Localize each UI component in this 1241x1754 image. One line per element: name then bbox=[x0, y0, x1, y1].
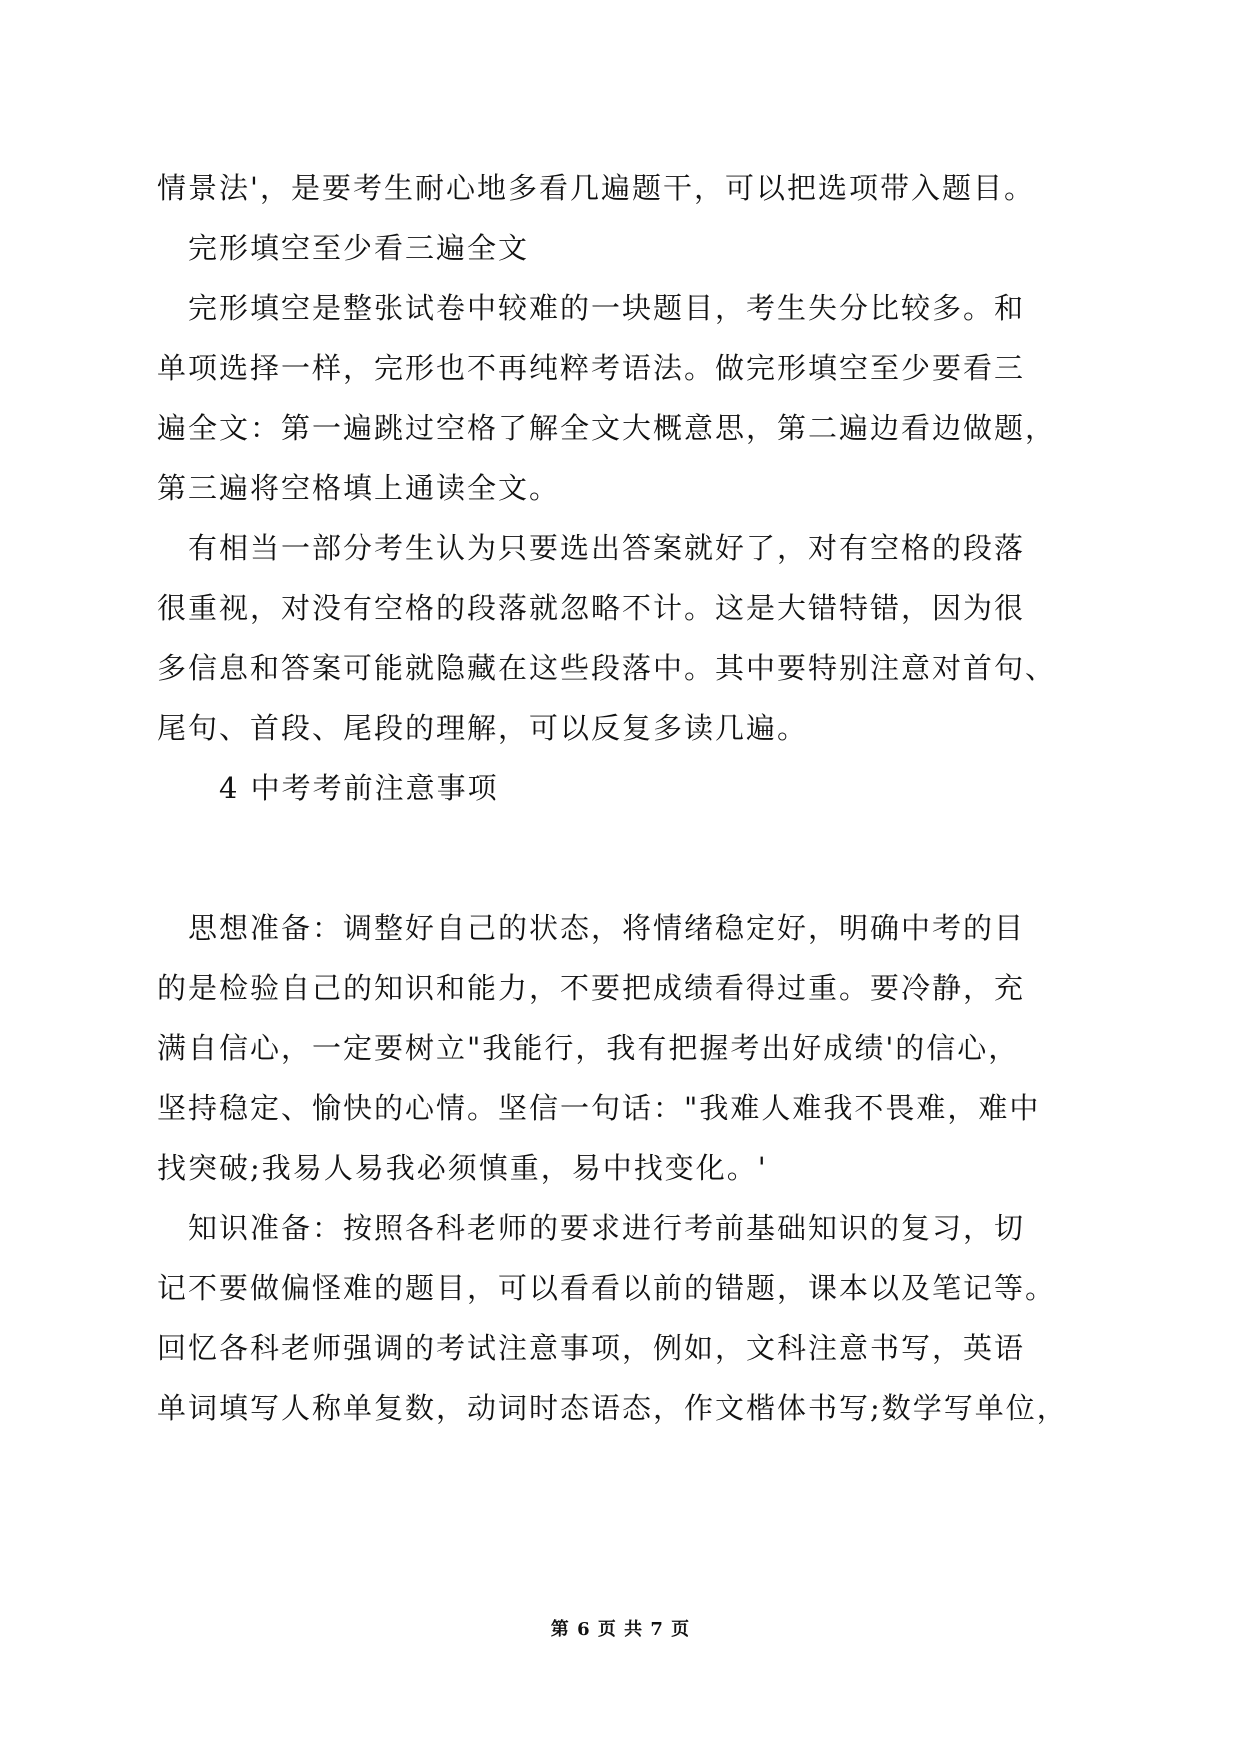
text-line-20: 单词填写人称单复数，动词时态语态，作文楷体书写;数学写单位， bbox=[157, 1391, 1068, 1425]
text-line-1: 情景法'，是要考生耐心地多看几遍题干，可以把选项带入题目。 bbox=[157, 171, 1035, 205]
text-line-4: 单项选择一样，完形也不再纯粹考语法。做完形填空至少要看三 bbox=[157, 351, 1026, 385]
text-line-17: 知识准备：按照各科老师的要求进行考前基础知识的复习，切 bbox=[188, 1211, 1026, 1245]
text-line-18: 记不要做偏怪难的题目，可以看看以前的错题，课本以及笔记等。 bbox=[157, 1271, 1057, 1305]
text-line-12: 思想准备：调整好自己的状态，将情绪稳定好，明确中考的目 bbox=[188, 911, 1026, 945]
text-line-13: 的是检验自己的知识和能力，不要把成绩看得过重。要冷静，充 bbox=[157, 971, 1026, 1005]
section-heading-cloze: 完形填空至少看三遍全文 bbox=[188, 231, 530, 265]
text-line-9: 多信息和答案可能就隐藏在这些段落中。其中要特别注意对首句、 bbox=[157, 651, 1057, 685]
text-line-6: 第三遍将空格填上通读全文。 bbox=[157, 471, 561, 505]
text-line-5: 遍全文：第一遍跳过空格了解全文大概意思，第二遍边看边做题， bbox=[157, 411, 1057, 445]
text-line-8: 很重视，对没有空格的段落就忽略不计。这是大错特错，因为很 bbox=[157, 591, 1026, 625]
text-line-3: 完形填空是整张试卷中较难的一块题目，考生失分比较多。和 bbox=[188, 291, 1026, 325]
text-line-7: 有相当一部分考生认为只要选出答案就好了，对有空格的段落 bbox=[188, 531, 1026, 565]
section-heading-exam-notes: 4 中考考前注意事项 bbox=[219, 771, 499, 805]
text-line-10: 尾句、首段、尾段的理解，可以反复多读几遍。 bbox=[157, 711, 809, 745]
text-line-16: 找突破;我易人易我必须慎重，易中找变化。' bbox=[157, 1151, 768, 1185]
text-line-19: 回忆各科老师强调的考试注意事项，例如，文科注意书写，英语 bbox=[157, 1331, 1026, 1365]
text-line-14: 满自信心，一定要树立"我能行，我有把握考出好成绩'的信心， bbox=[157, 1031, 1020, 1065]
text-line-15: 坚持稳定、愉快的心情。坚信一句话："我难人难我不畏难，难中 bbox=[157, 1091, 1041, 1125]
page-footer: 第 6 页 共 7 页 bbox=[550, 1619, 691, 1640]
